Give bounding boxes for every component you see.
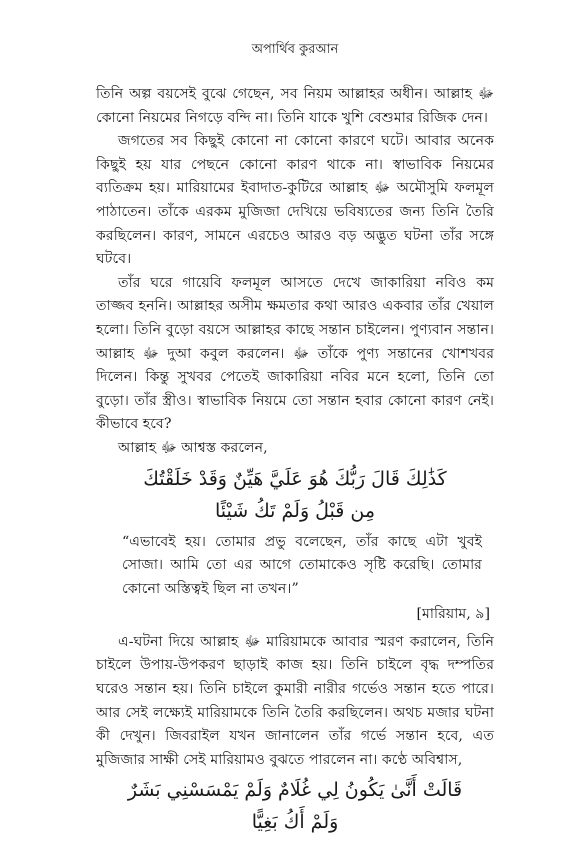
paragraph-5: এ-ঘটনা দিয়ে আল্লাহ ﷻ মারিয়ামকে আবার স্মরণ করালেন, তিনি চাইলে উপায়-উপকরণ ছাড়াই কাজ হয়। তিনি চাইলে বৃদ্ধ দম্পতির ঘরেও সন্তান হয়। তিনি চাইলে কুমারী নারীর গর্ভেও সন্তান হতে পারে। আর সেই লক্ষ্যেই মারিয়ামকে তিনি তৈরি করছিলেন। অথচ মজার ঘটনা কী দেখুন। জিবরাইল যখন জানালেন তাঁর গর্ভে সন্তান হবে, এত মুজিজার সাক্ষী সেই মারিয়ামও বুঝতে পারলেন না। কণ্ঠে অবিশ্বাস, [96,633,494,768]
verse-citation: [মারিয়াম, ৯] [416,606,490,623]
arabic-verse-2 [96,774,494,838]
arabic-verse-1 [96,463,494,527]
paragraph-3: তাঁর ঘরে গায়েবি ফলমূল আসতে দেখে জাকারিয়া নবিও কম তাজ্জব হননি। আল্লাহর অসীম ক্ষমতার কথা আরও একবার তাঁর খেয়াল হলো। তিনি বুড়ো বয়সে আল্লাহর কাছে সন্তান চাইলেন। পুণ্যবান সন্তান। আল্লাহ ﷻ দুআ কবুল করলেন। ﷻ তাঁকে পুণ্য সন্তানের খোশখবর দিলেন। কিন্তু সুখবর পেতেই জাকারিয়া নবির মনে হলো, তিনি তো বুড়ো। তাঁর স্ত্রীও। স্বাভাবিক নিয়মে তো সন্তান হবার কোনো কারণ নেই। কীভাবে হবে? [96,274,494,433]
arabic-verse-1-line-1: كَذَٰلِكَ قَالَ رَبُّكَ هُوَ عَلَيَّ هَيِّنٌ وَقَدْ خَلَقْتُكَ [143,467,447,490]
book-page [96,40,494,842]
arabic-verse-1-line-2: مِن قَبْلُ وَلَمْ تَكُ شَيْئًا [214,499,376,522]
paragraph-4: আল্লাহ ﷻ আশ্বস্ত করলেন, [118,439,268,456]
running-header: অপার্থিব কুরআন [251,42,339,57]
arabic-verse-2-line-2: وَلَمْ أَكُ بَغِيًّا [251,811,339,834]
paragraph-1: তিনি অল্প বয়সেই বুঝে গেছেন, সব নিয়ম আল্লাহর অধীন। আল্লাহ ﷻ কোনো নিয়মের নিগড়ে বন্দি না। তিনি যাকে খুশি বেশুমার রিজিক দেন। [96,86,494,126]
paragraph-2: জগতের সব কিছুই কোনো না কোনো কারণে ঘটে। আবার অনেক কিছুই হয় যার পেছনে কোনো কারণ থাকে না। স্বাভাবিক নিয়মের ব্যতিক্রম হয়। মারিয়ামের ইবাদাত-কুটিরে আল্লাহ ﷻ অমৌসুমি ফলমূল পাঠাতেন। তাঁকে এরকম মুজিজা দেখিয়ে ভবিষ্যতের জন্য তিনি তৈরি করছিলেন। কারণ, সামনে এরচেও আরও বড় অদ্ভুত ঘটনা তাঁর সঙ্গে ঘটবে। [96,133,494,268]
verse-translation: “এভাবেই হয়। তোমার প্রভু বলেছেন, তাঁর কাছে এটা খুবই সোজা। আমি তো এর আগে তোমাকেও সৃষ্টি করেছি। তোমার কোনো অস্তিত্বই ছিল না তখন।” [122,533,482,597]
arabic-verse-2-line-1: قَالَتْ أَنَّىٰ يَكُونُ لِي غُلَامٌ وَلَمْ يَمْسَسْنِي بَشَرٌ [127,779,463,802]
